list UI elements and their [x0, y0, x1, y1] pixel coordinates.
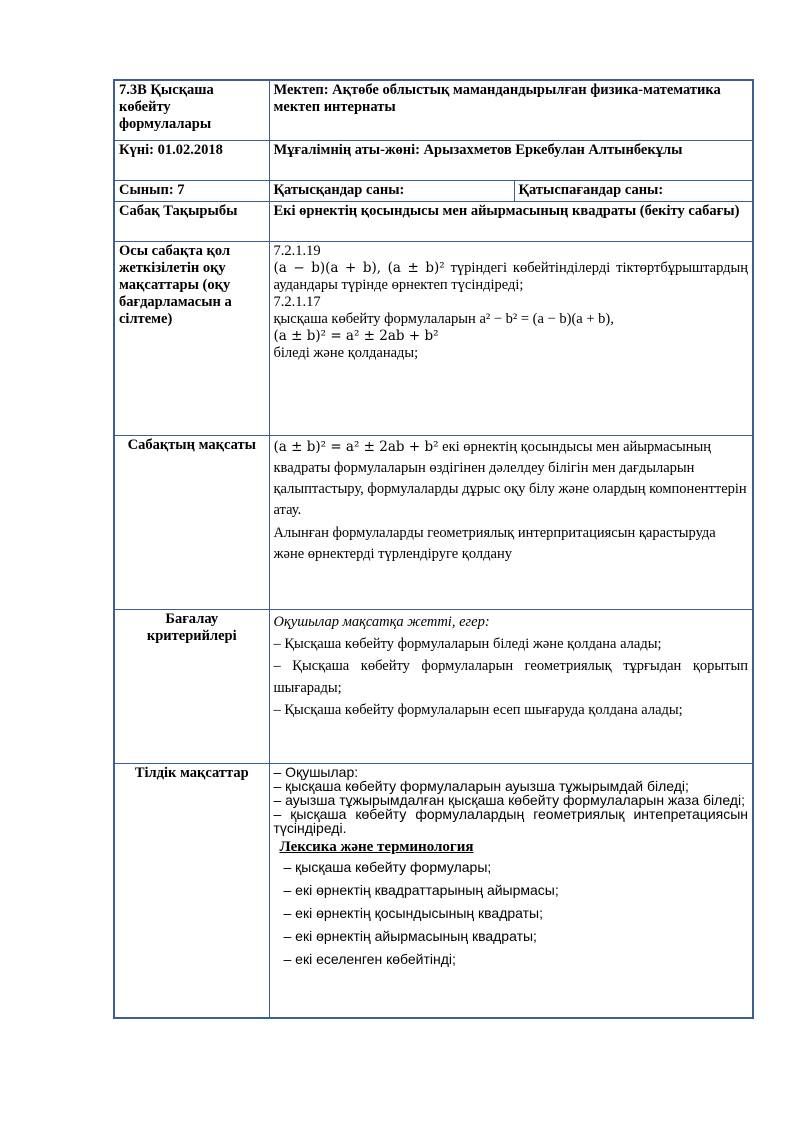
row-topic-school	[114, 80, 753, 141]
lesson-plan-table	[113, 79, 754, 1019]
lexicon-item: – екі өрнектің айырмасының квадраты;	[283, 928, 537, 944]
assessment-item: – Қысқаша көбейту формулаларын геометриялық тұрғыдан қорытып шығарады;	[273, 658, 749, 696]
class-cell: Сынып: 7	[114, 181, 269, 202]
goal-content	[269, 436, 753, 610]
assessment-item: – Қысқаша көбейту формулаларын біледі және қолдана алады;	[273, 636, 662, 652]
assessment-content	[269, 610, 753, 764]
row-language-goals	[114, 764, 753, 1019]
row-class-attendance	[114, 181, 753, 202]
goal-formula: (a ± b)² = a² ± 2ab + b²	[273, 439, 439, 455]
goal-text-2: Алынған формулаларды геометриялық интерпритациясын қарастыруда және өрнектерді түрлендіруге қолдану	[273, 525, 716, 562]
language-line: – қысқаша көбейту формулалардың геометриялық интепретациясын түсіндіреді.	[273, 806, 749, 836]
objective-1-formula: (a − b)(a + b), (a ± b)²	[273, 260, 445, 276]
school-cell: Мектеп: Ақтөбе облыстық мамандандырылған физика-математика мектеп интернаты	[269, 80, 753, 141]
objectives-content	[269, 242, 753, 436]
goal-label: Сабақтың мақсаты	[114, 436, 269, 610]
lexicon-item: – екі өрнектің квадраттарының айырмасы;	[283, 882, 559, 898]
topic-cell: 7.3В Қысқаша көбейту формулалары	[114, 80, 269, 141]
row-lesson-goal	[114, 436, 753, 610]
language-content	[269, 764, 753, 1019]
language-line: – қысқаша көбейту формулаларын ауызша тұжырымдай біледі;	[273, 778, 689, 794]
objectives-label: Осы сабақта қол жеткізілетін оқу мақсаттары (оқу бағдарламасын а сілтеме)	[114, 242, 269, 436]
objective-2-text: қысқаша көбейту формулаларын a² − b² = (a − b)(a + b),	[273, 311, 614, 327]
objective-2-end: біледі және қолданады;	[273, 345, 419, 361]
lexicon-item: – екі өрнектің қосындысының квадраты;	[283, 905, 544, 921]
assessment-item: – Қысқаша көбейту формулаларын есеп шығаруда қолдана алады;	[273, 702, 683, 718]
assessment-intro: Оқушылар мақсатқа жетті, егер:	[273, 614, 490, 630]
objective-1-text: түріндегі көбейтінділерді тіктөртбұрыштардың аудандары түрінде өрнектеп түсіндіреді;	[273, 260, 749, 293]
absent-cell: Қатыспағандар саны:	[514, 181, 753, 202]
objective-code-2: 7.2.1.17	[273, 294, 321, 310]
date-cell: Күні: 01.02.2018	[114, 141, 269, 181]
row-lesson-topic	[114, 202, 753, 242]
lesson-topic-label: Сабақ Тақырыбы	[114, 202, 269, 242]
lexicon-list	[274, 856, 749, 971]
lexicon-item: – қысқаша көбейту формулары;	[283, 859, 492, 875]
objective-1	[274, 260, 749, 294]
language-line: – Оқушылар:	[273, 764, 359, 780]
lexicon-item: – екі еселенген көбейтінді;	[283, 951, 456, 967]
goal-text-1	[274, 437, 749, 521]
row-assessment	[114, 610, 753, 764]
row-date-teacher	[114, 141, 753, 181]
present-cell: Қатысқандар саны:	[269, 181, 514, 202]
objective-code-1: 7.2.1.19	[273, 243, 321, 259]
teacher-cell: Мұғалімнің аты-жөні: Арызахметов Еркебулан Алтынбекұлы	[269, 141, 753, 181]
objective-2-formula: (a ± b)² = a² ± 2ab + b²	[273, 328, 439, 344]
lexicon-title: Лексика және терминология	[279, 839, 474, 855]
assessment-label: Бағалау критерийлері	[114, 610, 269, 764]
language-label: Тілдік мақсаттар	[114, 764, 269, 1019]
goal-body: екі өрнектің қосындысы мен айырмасының квадраты формулаларын өздігінен дәлелдеу білігін мен дағдыларын қалыптастыру, формулаларды дұрыс оқу білу және олардың компоненттерін атау.	[273, 439, 747, 518]
language-line: – ауызша тұжырымдалған қысқаша көбейту формулаларын жаза біледі;	[273, 792, 745, 808]
row-learning-objectives	[114, 242, 753, 436]
lesson-topic-value: Екі өрнектің қосындысы мен айырмасының квадраты (бекіту сабағы)	[269, 202, 753, 242]
